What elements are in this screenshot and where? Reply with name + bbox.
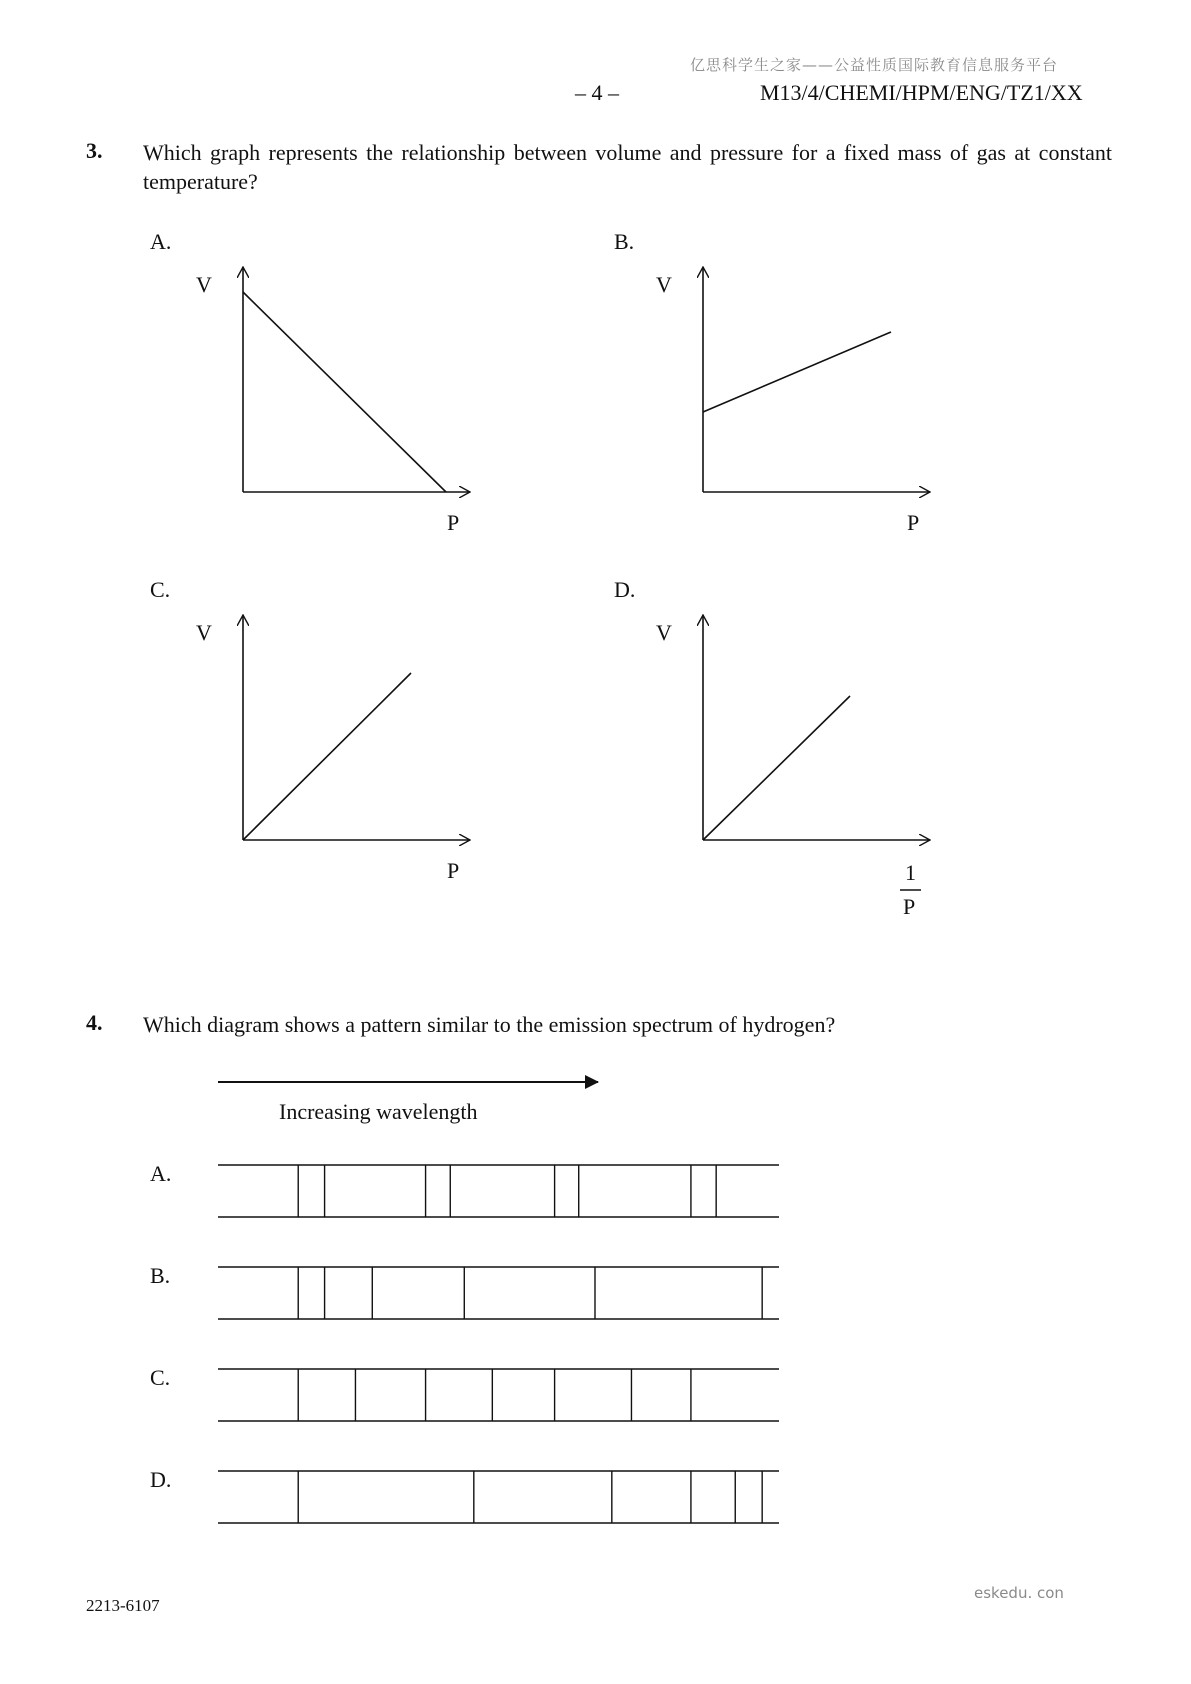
q4-spectrum-a [218, 1165, 779, 1217]
q3-graph-a [243, 267, 470, 492]
q3-option-b-label: B. [614, 229, 635, 254]
q3-d-y-axis-label: V [656, 620, 672, 645]
q4-spectrum-c [218, 1369, 779, 1421]
wavelength-arrow-label: Increasing wavelength [279, 1099, 478, 1124]
q4-option-b-label: B. [150, 1263, 171, 1288]
watermark-header: 亿思科学生之家——公益性质国际教育信息服务平台 [690, 56, 1059, 74]
q3-c-x-axis-label: P [447, 858, 460, 883]
q3-graph-c [243, 615, 470, 840]
q3-a-x-axis-label: P [447, 510, 460, 535]
q3-option-c-label: C. [150, 577, 171, 602]
question-3-number: 3. [86, 138, 103, 163]
q3-a-curve [243, 292, 446, 492]
q4-option-d-label: D. [150, 1467, 172, 1492]
q3-d-x-axis-denominator: P [903, 894, 916, 919]
page-number: – 4 – [575, 80, 619, 105]
question-4-text: Which diagram shows a pattern similar to the emission spectrum of hydrogen? [143, 1012, 836, 1037]
q3-d-curve [703, 696, 850, 840]
spectra [218, 1165, 779, 1523]
q3-d-x-axis-numerator: 1 [905, 860, 916, 885]
q3-option-a-label: A. [150, 229, 172, 254]
q3-c-curve [243, 673, 411, 840]
q4-spectrum-d [218, 1471, 779, 1523]
q4-spectrum-b [218, 1267, 779, 1319]
question-4-number: 4. [86, 1010, 103, 1035]
q3-b-y-axis-label: V [656, 272, 672, 297]
q3-graph-d [703, 615, 930, 890]
q3-graph-b [703, 267, 930, 492]
q4-option-c-label: C. [150, 1365, 171, 1390]
q3-b-curve [703, 332, 891, 412]
q3-c-y-axis-label: V [196, 620, 212, 645]
q3-b-x-axis-label: P [907, 510, 920, 535]
q4-option-a-label: A. [150, 1161, 172, 1186]
footer-code: 2213-6107 [86, 1596, 160, 1615]
exam-code: M13/4/CHEMI/HPM/ENG/TZ1/XX [760, 80, 1083, 105]
q3-a-y-axis-label: V [196, 272, 212, 297]
q3-option-d-label: D. [614, 577, 636, 602]
question-3-text: Which graph represents the relationship between volume and pressure for a fixed mass of gas at constant temperature? [143, 140, 1112, 194]
watermark-footer: eskedu. con [974, 1584, 1064, 1602]
